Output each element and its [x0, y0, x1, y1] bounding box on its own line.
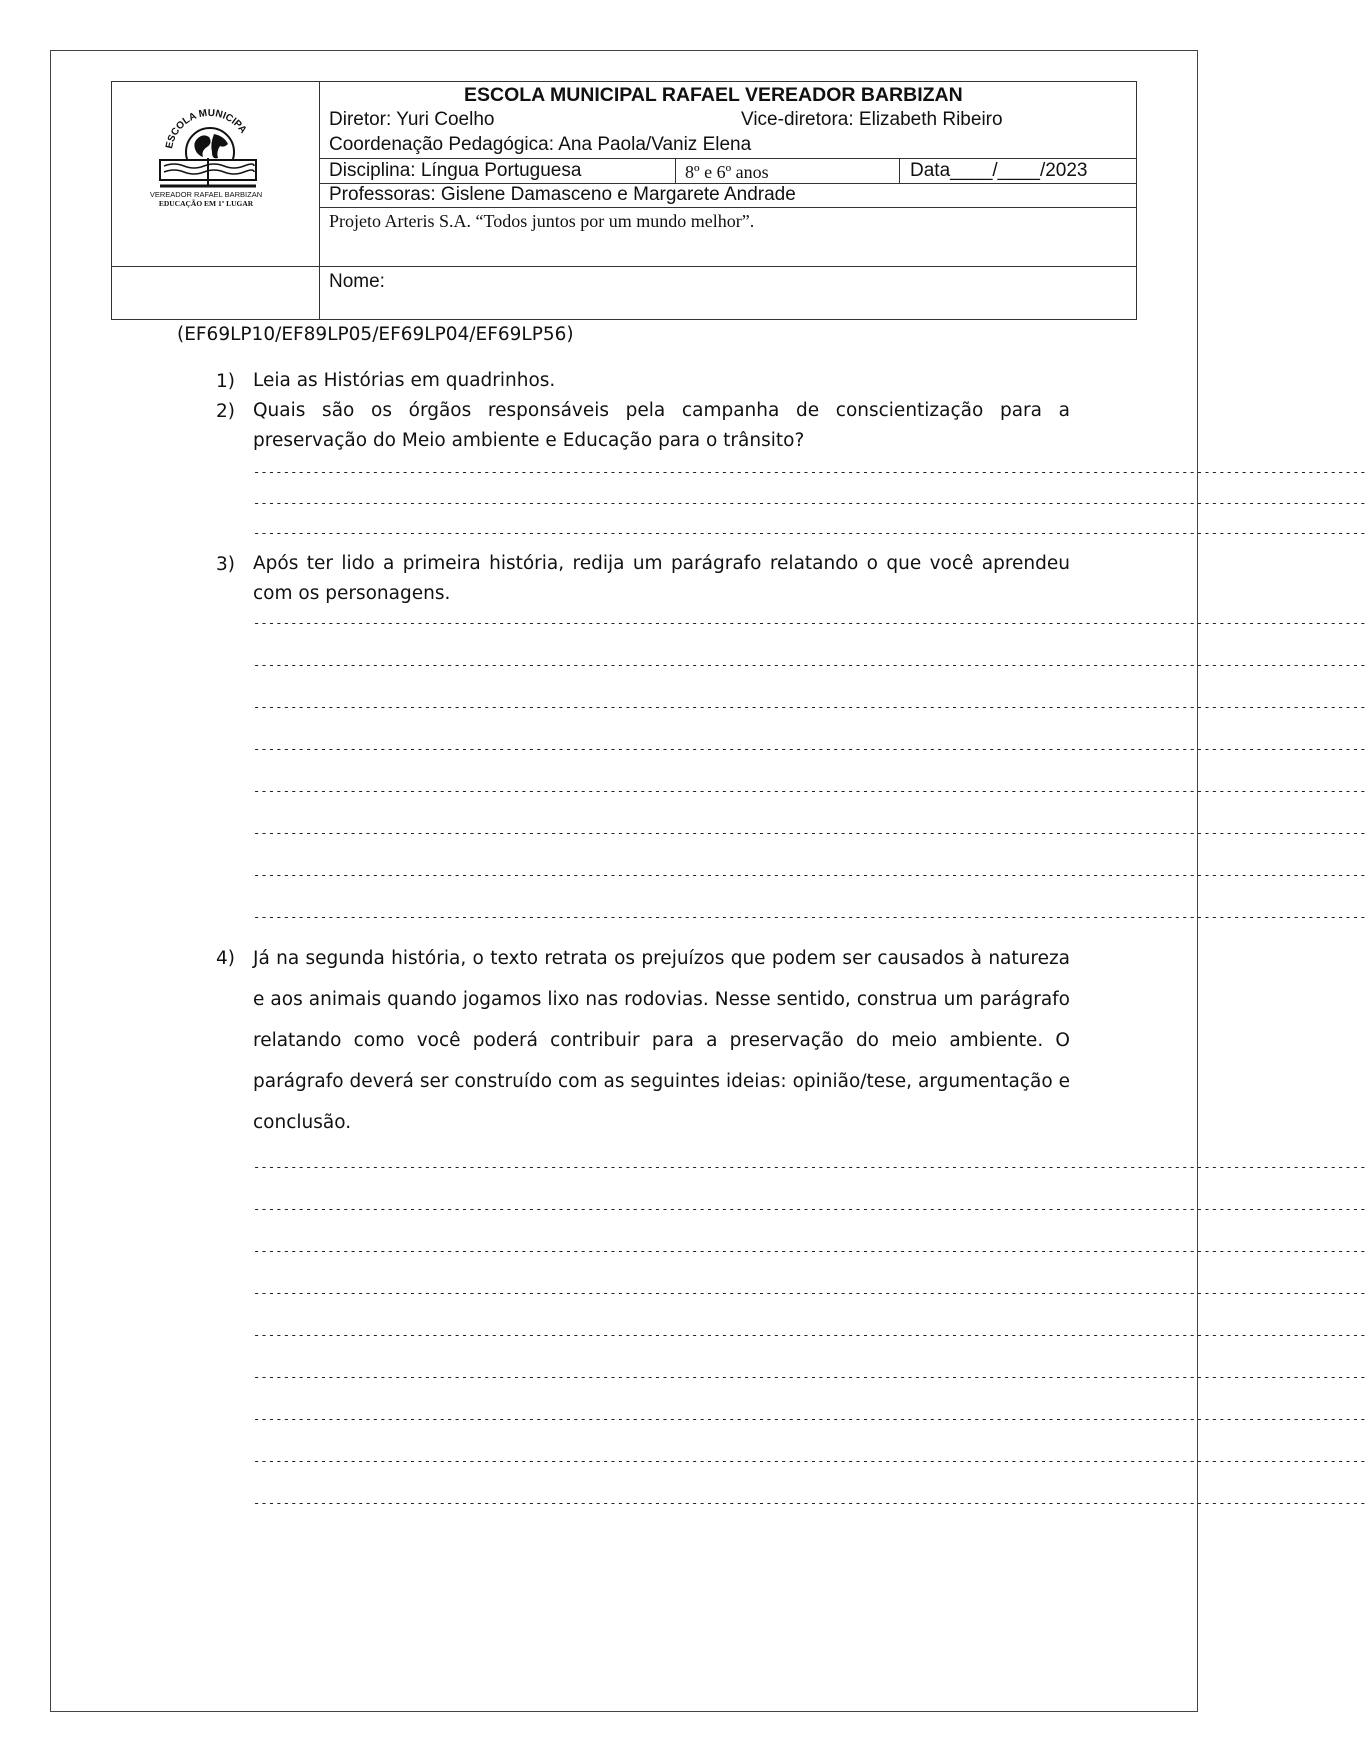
name-label: Nome:	[329, 271, 385, 292]
answer-line[interactable]: ------------------------------------------------------------------------------------------------------------------------------------------------------	[253, 1244, 1367, 1258]
answer-line[interactable]: ------------------------------------------------------------------------------------------------------------------------------------------------------	[253, 658, 1367, 672]
answer-line[interactable]: ------------------------------------------------------------------------------------------------------------------------------------------------------	[253, 784, 1367, 798]
question-1-text: Leia as Histórias em quadrinhos.	[253, 370, 556, 391]
answer-line[interactable]: ------------------------------------------------------------------------------------------------------------------------------------------------------	[253, 700, 1367, 714]
question-number: 4)	[216, 948, 235, 969]
question-number: 3)	[216, 554, 235, 575]
answer-line[interactable]: ------------------------------------------------------------------------------------------------------------------------------------------------------	[253, 1370, 1367, 1384]
answer-line[interactable]: ------------------------------------------------------------------------------------------------------------------------------------------------------	[253, 868, 1367, 882]
director: Diretor: Yuri Coelho	[329, 109, 495, 130]
date-field[interactable]: Data____/____/2023	[910, 160, 1088, 181]
answer-line[interactable]: ------------------------------------------------------------------------------------------------------------------------------------------------------	[253, 496, 1367, 510]
teachers: Professoras: Gislene Damasceno e Margarete Andrade	[329, 184, 796, 205]
answer-line[interactable]: ------------------------------------------------------------------------------------------------------------------------------------------------------	[253, 526, 1367, 540]
question-number: 2)	[216, 401, 235, 422]
header-divider	[319, 82, 320, 319]
project-title: Projeto Arteris S.A. “Todos juntos por um mundo melhor”.	[329, 211, 755, 231]
cell-divider	[675, 158, 676, 183]
row-rule	[112, 266, 1136, 267]
row-rule	[319, 158, 1136, 159]
answer-line[interactable]: ------------------------------------------------------------------------------------------------------------------------------------------------------	[253, 910, 1367, 924]
svg-text:ESCOLA MUNICIPAL: ESCOLA MUNICIPA	[164, 107, 249, 150]
answer-line[interactable]: ------------------------------------------------------------------------------------------------------------------------------------------------------	[253, 1454, 1367, 1468]
row-rule	[319, 207, 1136, 208]
answer-line[interactable]: ------------------------------------------------------------------------------------------------------------------------------------------------------	[253, 1286, 1367, 1300]
globe-book-icon	[152, 94, 262, 204]
answer-line[interactable]: ------------------------------------------------------------------------------------------------------------------------------------------------------	[253, 742, 1367, 756]
skills-code: (EF69LP10/EF89LP05/EF69LP04/EF69LP56)	[177, 324, 574, 345]
question-3-text: Após ter lido a primeira história, redija um parágrafo relatando o que você aprendeu com os personagens.	[253, 553, 1070, 604]
answer-line[interactable]: ------------------------------------------------------------------------------------------------------------------------------------------------------	[253, 826, 1367, 840]
answer-line[interactable]: ------------------------------------------------------------------------------------------------------------------------------------------------------	[253, 465, 1367, 479]
school-name: ESCOLA MUNICIPAL RAFAEL VEREADOR BARBIZAN	[464, 84, 963, 106]
grades: 8º e 6º anos	[685, 162, 769, 182]
question-2-text: Quais são os órgãos responsáveis pela campanha de conscientização para a preservação do Meio ambiente e Educação para o trânsito?	[253, 400, 1070, 451]
answer-line[interactable]: ------------------------------------------------------------------------------------------------------------------------------------------------------	[253, 1202, 1367, 1216]
pedagogical-coordination: Coordenação Pedagógica: Ana Paola/Vaniz Elena	[329, 134, 752, 155]
answer-line[interactable]: ------------------------------------------------------------------------------------------------------------------------------------------------------	[253, 1328, 1367, 1342]
logo-caption-line2: EDUCAÇÃO EM 1º LUGAR	[158, 199, 254, 208]
answer-line[interactable]: ------------------------------------------------------------------------------------------------------------------------------------------------------	[253, 616, 1367, 630]
question-4-text: Já na segunda história, o texto retrata os prejuízos que podem ser causados à natureza e aos animais quando jogamos lixo nas rodovias. Nesse sentido, construa um parágrafo relatando como você poderá contribuir para a preservação do meio ambiente. O parágrafo deverá ser construído com as seguintes ideias: opinião/tese, argumentação e conclusão.	[253, 948, 1070, 1133]
answer-line[interactable]: ------------------------------------------------------------------------------------------------------------------------------------------------------	[253, 1496, 1367, 1510]
answer-line[interactable]: ------------------------------------------------------------------------------------------------------------------------------------------------------	[253, 1412, 1367, 1426]
question-number: 1)	[216, 371, 235, 392]
vice-director: Vice-diretora: Elizabeth Ribeiro	[741, 109, 1003, 130]
header-table	[111, 81, 1137, 320]
subject: Disciplina: Língua Portuguesa	[329, 160, 582, 181]
answer-line[interactable]: ------------------------------------------------------------------------------------------------------------------------------------------------------	[253, 1160, 1367, 1174]
cell-divider	[899, 158, 900, 183]
logo-caption-line1: VEREADOR RAFAEL BARBIZAN	[149, 190, 263, 199]
logo-caption	[126, 190, 286, 208]
school-logo	[152, 94, 262, 204]
